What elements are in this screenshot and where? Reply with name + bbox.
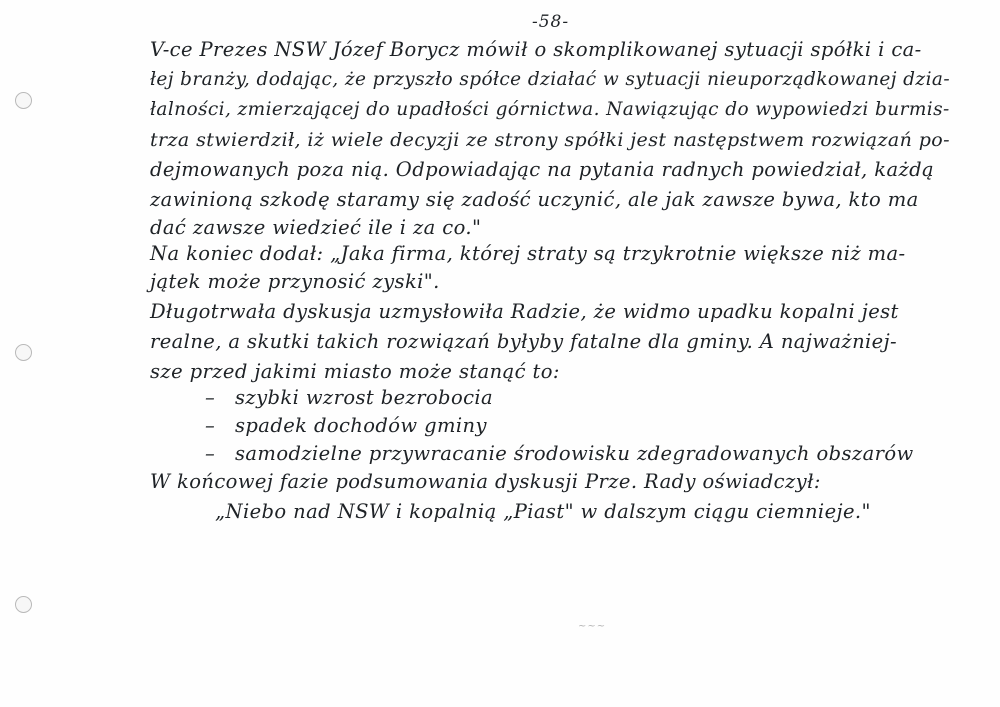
text-line-7: dać zawsze wiedzieć ile i za co." — [150, 216, 482, 239]
text-line-2: łej branży, dodając, że przyszło spółce działać w sytuacji nieuporządkowanej dzia- — [150, 69, 950, 90]
binder-hole-top — [15, 92, 32, 109]
page-number: -58- — [532, 12, 570, 32]
faint-stamp-mark: ~~~ — [578, 621, 607, 632]
text-line-6: zawinioną szkodę staramy się zadość uczynić, ale jak zawsze bywa, kto ma — [150, 188, 919, 211]
text-line-4: trza stwierdził, iż wiele decyzji ze strony spółki jest następstwem rozwiązań po- — [150, 129, 950, 151]
bullet-text: spadek dochodów gminy — [235, 414, 487, 437]
text-line-9: jątek może przynosić zyski". — [150, 270, 440, 293]
text-line-5: dejmowanych poza nią. Odpowiadając na pytania radnych powiedział, każdą — [150, 158, 935, 181]
text-line-10: Długotrwała dyskusja uzmysłowiła Radzie, że widmo upadku kopalni jest — [150, 300, 899, 323]
closing-quote: „Niebo nad NSW i kopalnią „Piast" w dalszym ciągu ciemnieje." — [215, 500, 871, 523]
bullet-item-2 — [205, 414, 487, 438]
text-line-1: V-ce Prezes NSW Józef Borycz mówił o skomplikowanej sytuacji spółki i ca- — [150, 38, 922, 61]
text-line-11: realne, a skutki takich rozwiązań byłyby fatalne dla gminy. A najważniej- — [150, 330, 898, 353]
binder-hole-bottom — [15, 596, 32, 613]
text-line-12: sze przed jakimi miasto może stanąć to: — [150, 360, 560, 383]
text-line-8: Na koniec dodał: „Jaka firma, której straty są trzykrotnie większe niż ma- — [150, 242, 906, 265]
bullet-text: szybki wzrost bezrobocia — [235, 386, 494, 409]
text-line-3: łalności, zmierzającej do upadłości górnictwa. Nawiązując do wypowiedzi burmis- — [150, 99, 950, 120]
closing-line-1: W końcowej fazie podsumowania dyskusji Prze. Rady oświadczył: — [150, 470, 821, 493]
bullet-dash: – — [205, 386, 216, 409]
binder-hole-middle — [15, 344, 32, 361]
bullet-text: samodzielne przywracanie środowisku zdegradowanych obszarów — [235, 442, 914, 465]
bullet-item-1 — [205, 386, 493, 410]
bullet-dash: – — [205, 414, 216, 437]
bullet-dash: – — [205, 442, 216, 465]
bullet-item-3 — [205, 442, 914, 466]
